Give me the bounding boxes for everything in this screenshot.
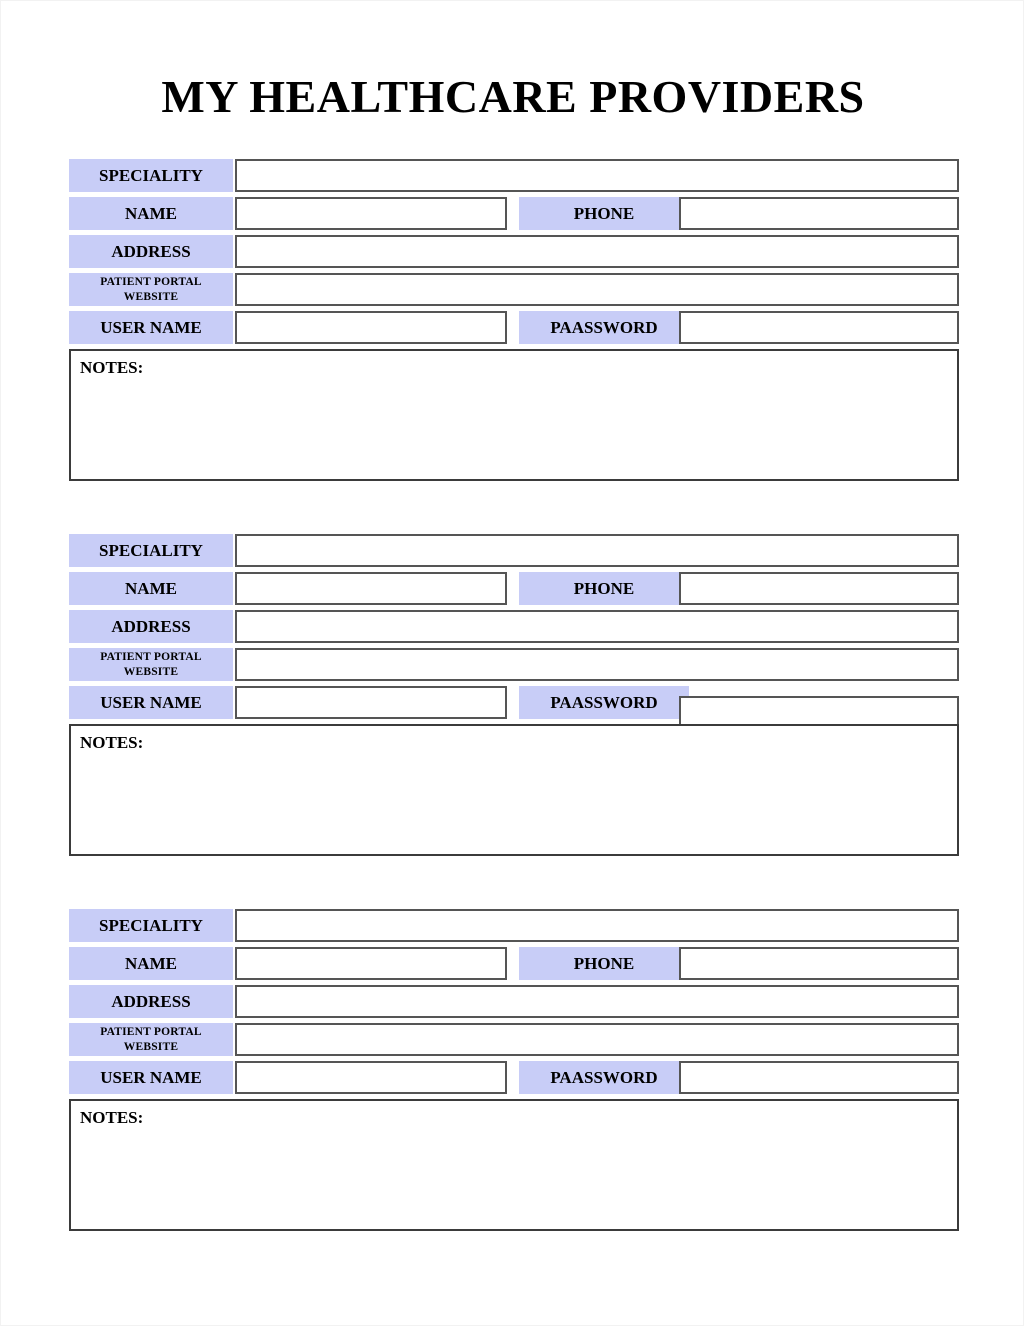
credentials-row-2 [69,686,959,719]
speciality-row-3 [69,909,959,942]
name-phone-row-2 [69,572,959,605]
address-row-3 [69,985,959,1018]
speciality-row-1 [69,159,959,192]
patient-portal-label-line2: WEBSITE [123,665,179,678]
password-label-3: PAASSWORD [519,1061,689,1094]
user-name-label-1: USER NAME [69,311,233,344]
credentials-row-1 [69,311,959,344]
password-input-3[interactable] [679,1061,959,1094]
speciality-label-3: SPECIALITY [69,909,233,942]
notes-box-2[interactable] [69,724,959,856]
name-input-3[interactable] [235,947,507,980]
user-name-input-1[interactable] [235,311,507,344]
patient-portal-website-input-3[interactable] [235,1023,959,1056]
user-name-label-3: USER NAME [69,1061,233,1094]
speciality-input-1[interactable] [235,159,959,192]
address-row-2 [69,610,959,643]
password-label-1: PAASSWORD [519,311,689,344]
patient-portal-row-1 [69,273,959,306]
address-label-1: ADDRESS [69,235,233,268]
name-phone-row-1 [69,197,959,230]
notes-box-1[interactable] [69,349,959,481]
notes-label-1: NOTES: [80,358,144,377]
patient-portal-website-label-3 [69,1023,233,1056]
password-label-2: PAASSWORD [519,686,689,719]
patient-portal-website-label-1 [69,273,233,306]
address-input-2[interactable] [235,610,959,643]
speciality-label-1: SPECIALITY [69,159,233,192]
patient-portal-website-label-2 [69,648,233,681]
password-input-1[interactable] [679,311,959,344]
user-name-label-2: USER NAME [69,686,233,719]
phone-input-3[interactable] [679,947,959,980]
phone-label-2: PHONE [519,572,689,605]
user-name-input-2[interactable] [235,686,507,719]
patient-portal-label-line2: WEBSITE [123,1040,179,1053]
notes-label-3: NOTES: [80,1108,144,1127]
patient-portal-website-input-1[interactable] [235,273,959,306]
provider-block-1 [69,159,959,481]
provider-block-3 [69,909,959,1231]
phone-input-2[interactable] [679,572,959,605]
address-input-3[interactable] [235,985,959,1018]
speciality-row-2 [69,534,959,567]
name-input-2[interactable] [235,572,507,605]
address-row-1 [69,235,959,268]
name-input-1[interactable] [235,197,507,230]
notes-box-3[interactable] [69,1099,959,1231]
page-title: MY HEALTHCARE PROVIDERS [161,71,865,122]
provider-block-2 [69,534,959,856]
name-label-3: NAME [69,947,233,980]
speciality-input-2[interactable] [235,534,959,567]
speciality-input-3[interactable] [235,909,959,942]
address-label-3: ADDRESS [69,985,233,1018]
name-label-1: NAME [69,197,233,230]
address-label-2: ADDRESS [69,610,233,643]
phone-input-1[interactable] [679,197,959,230]
name-phone-row-3 [69,947,959,980]
patient-portal-label-line2: WEBSITE [123,290,179,303]
credentials-row-3 [69,1061,959,1094]
notes-label-2: NOTES: [80,733,144,752]
patient-portal-row-3 [69,1023,959,1056]
patient-portal-label-line1: PATIENT PORTAL [100,275,202,288]
patient-portal-row-2 [69,648,959,681]
patient-portal-label-line1: PATIENT PORTAL [100,650,202,663]
name-label-2: NAME [69,572,233,605]
phone-label-3: PHONE [519,947,689,980]
patient-portal-website-input-2[interactable] [235,648,959,681]
user-name-input-3[interactable] [235,1061,507,1094]
patient-portal-label-line1: PATIENT PORTAL [100,1025,202,1038]
address-input-1[interactable] [235,235,959,268]
phone-label-1: PHONE [519,197,689,230]
speciality-label-2: SPECIALITY [69,534,233,567]
